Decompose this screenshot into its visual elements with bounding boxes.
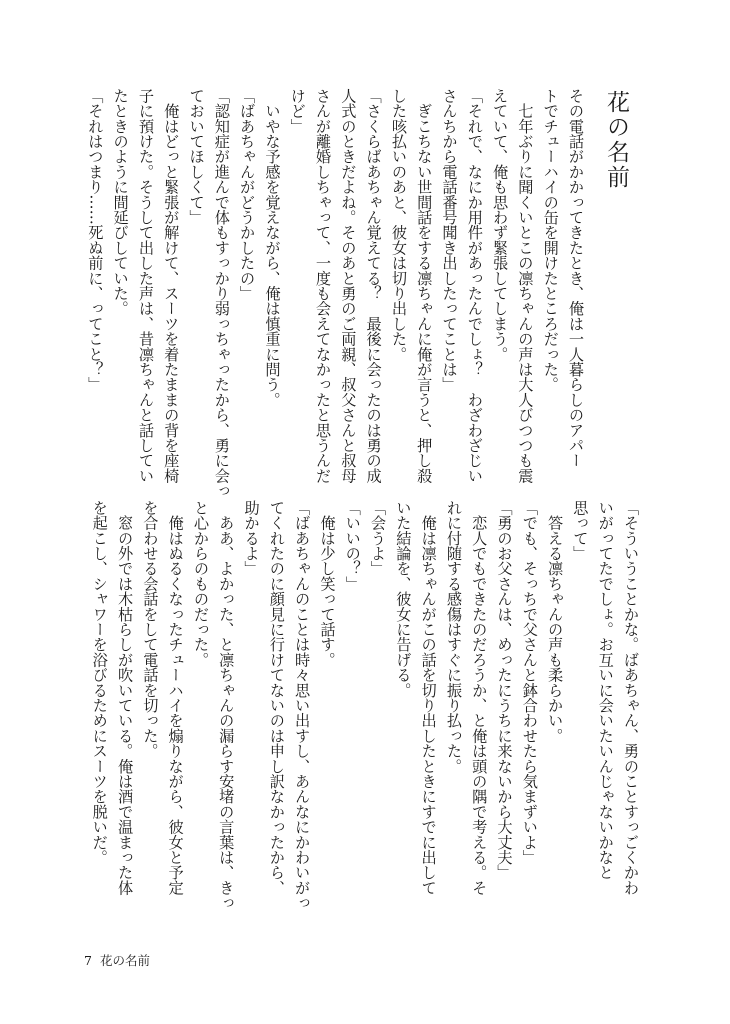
- text-line: けど」: [288, 88, 307, 134]
- text-line: ああ、よかった、と凛ちゃんの漏らす安堵の言葉は、きっ: [217, 500, 236, 911]
- text-line: 七年ぶりに聞くいとこの凛ちゃんの声は大人びつつも震: [516, 88, 535, 484]
- text-line: いがってたでしょ。お互いに会いたいんじゃないかなと: [596, 500, 615, 880]
- text-line: 俺は少し笑って話す。: [318, 500, 337, 668]
- text-line: 「でも、そっちで父さんと鉢合わせたら気まずいよ」: [520, 500, 539, 865]
- text-line: 助かるよ」: [242, 500, 261, 576]
- text-line: 「それで、なにか用件があったんでしょ？ わざわざじい: [465, 88, 484, 484]
- text-line: 「勇のお父さんは、めったにうちに来ないから大丈夫」: [495, 500, 514, 880]
- text-line: えていて、俺も思わず緊張してしまう。: [491, 88, 510, 362]
- text-line: 俺はぬるくなったチューハイを煽りながら、彼女と予定: [166, 500, 185, 896]
- page-number: 7: [84, 953, 92, 968]
- text-line: 人式のときだよね。そのあと勇のご両親、叔父さんと叔母: [339, 88, 358, 484]
- text-line: 「さくらばあちゃん覚えてる？ 最後に会ったのは勇の成: [364, 88, 383, 484]
- text-line: 思って」: [571, 500, 590, 561]
- upper-text-block: [82, 88, 588, 499]
- text-line: いた結論を、彼女に告げる。: [394, 500, 413, 698]
- text-line: 「それはつまり……死ぬ前に、ってこと？」: [86, 88, 105, 392]
- text-line: さんちから電話番号聞き出したってことは」: [440, 88, 459, 392]
- text-line: 子に預けた。そうして出した声は、昔凛ちゃんと話してい: [136, 88, 155, 484]
- text-line: れに付随する感傷はすぐに振り払った。: [444, 500, 463, 774]
- text-line: 「ばあちゃんがどうかしたの」: [238, 88, 257, 301]
- running-title: 花の名前: [99, 953, 150, 968]
- text-line: たときのように間延びしていた。: [111, 88, 130, 316]
- text-line: トでチューハイの缶を開けたところだった。: [541, 88, 560, 392]
- text-line: 「そういうことかな。ばあちゃん、勇のことすっごくかわ: [622, 500, 640, 896]
- text-line: と心からのものだった。: [191, 500, 210, 668]
- text-line: さんが離婚しちゃって、一度も会えてなかったと思うんだ: [314, 88, 333, 484]
- chapter-title: 花の名前: [603, 90, 629, 190]
- page-footer: [84, 951, 158, 969]
- text-line: ておいてほしくて」: [187, 88, 206, 225]
- lower-text-block: [86, 500, 643, 910]
- text-line: ぎこちない世間話をする凛ちゃんに俺が言うと、押し殺: [415, 88, 434, 484]
- text-line: を起こし、シャワーを浴びるためにスーツを脱いだ。: [90, 500, 109, 865]
- text-line: を合わせる会話をして電話を切った。: [141, 500, 160, 759]
- text-line: 「ばあちゃんのことは時々思い出すし、あんなにかわいがっ: [293, 500, 312, 911]
- text-line: 「会うよ」: [369, 500, 388, 576]
- text-line: いやな予感を覚えながら、俺は慎重に問う。: [263, 88, 282, 408]
- text-line: 答える凛ちゃんの声も柔らかい。: [546, 500, 565, 744]
- text-line: 窓の外では木枯らしが吹いている。俺は酒で温まった体: [116, 500, 135, 896]
- text-line: その電話がかかってきたとき、俺は一人暮らしのアパー: [567, 88, 585, 468]
- text-line: てくれたのに顔見に行けてないのは申し訳なかったから、: [267, 500, 286, 896]
- text-line: 「いいの？」: [343, 500, 362, 592]
- text-line: 「認知症が進んで体もすっかり弱っちゃったから、勇に会っ: [212, 88, 231, 499]
- text-line: 俺は凛ちゃんがこの話を切り出したときにすでに出して: [419, 500, 438, 896]
- text-line: 俺はどっと緊張が解けて、スーツを着たままの背を座椅: [162, 88, 181, 484]
- text-line: 恋人でもできたのだろうか、と俺は頭の隅で考える。そ: [470, 500, 489, 896]
- text-line: した咳払いのあと、彼女は切り出した。: [389, 88, 408, 362]
